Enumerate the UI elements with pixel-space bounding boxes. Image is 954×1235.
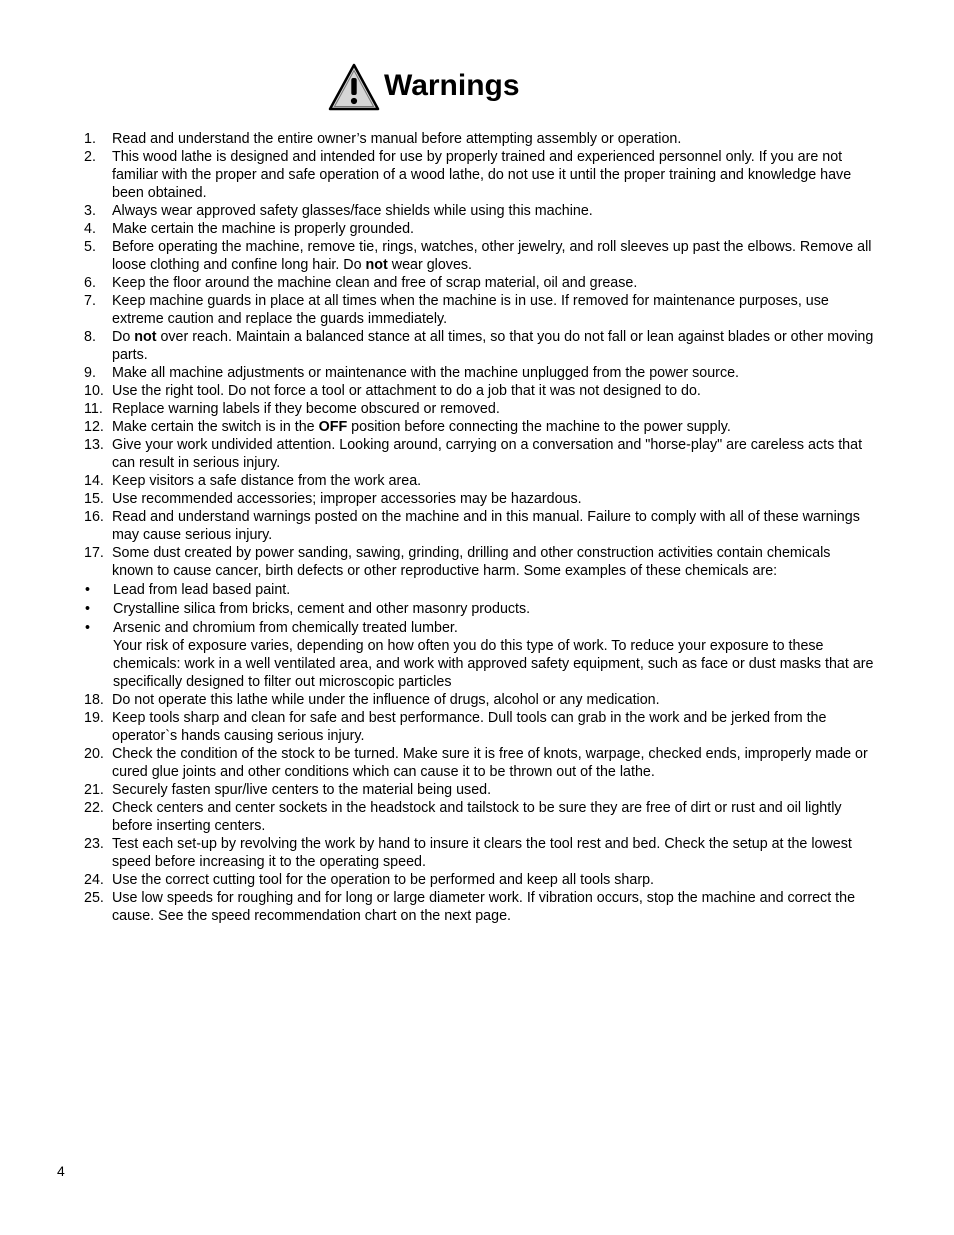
- list-item-text: Make certain the machine is properly grounded.: [112, 221, 414, 237]
- list-item-text-start: Before operating the machine, remove tie, rings, watches, other jewelry, and roll sleeves up past the elbows. Remove all loose clothing and confine long hair. Do: [112, 239, 872, 273]
- list-item: [84, 472, 874, 490]
- list-item: [84, 544, 874, 580]
- bullet-icon: •: [85, 582, 91, 598]
- list-item: [84, 781, 874, 799]
- bullet-item: [84, 619, 874, 691]
- list-item-text: Check centers and center sockets in the headstock and tailstock to be sure they are free of dirt or rust and oil lightly before inserting centers.: [112, 800, 842, 834]
- numbered-list-part-2: [84, 691, 874, 925]
- list-item-text: Keep visitors a safe distance from the work area.: [112, 473, 422, 489]
- bullet-icon: •: [85, 601, 91, 617]
- list-item: [84, 799, 874, 835]
- list-item-text: Always wear approved safety glasses/face shields while using this machine.: [112, 203, 593, 219]
- list-item-text-start: Do: [112, 329, 135, 345]
- list-item: [84, 418, 874, 436]
- list-item: [84, 328, 874, 364]
- list-item-number: 19.: [84, 710, 104, 726]
- list-item-text: This wood lathe is designed and intended for use by properly trained and experienced personnel only. If you are not familiar with the proper and safe operation of a wood lathe, do not use it until the proper training and knowledge have been obtained.: [112, 149, 852, 201]
- list-item-text: Test each set-up by revolving the work by hand to insure it clears the tool rest and bed. Check the setup at the lowest speed before increasing it to the operating speed.: [112, 836, 852, 870]
- list-item-number: 22.: [84, 800, 104, 816]
- bullet-item: [84, 600, 874, 618]
- list-item: [84, 745, 874, 781]
- list-item-number: 15.: [84, 491, 104, 507]
- list-item-text: Check the condition of the stock to be turned. Make sure it is free of knots, warpage, checked ends, improperly made or cured glue joints and other conditions which can cause it to be thrown out of the lathe.: [112, 746, 868, 780]
- list-item-number: 9.: [84, 365, 96, 381]
- list-item-number: 7.: [84, 293, 96, 309]
- list-item-number: 23.: [84, 836, 104, 852]
- list-item: [84, 202, 874, 220]
- page-title: Warnings: [384, 69, 520, 102]
- list-item-text: Use low speeds for roughing and for long or large diameter work. If vibration occurs, stop the machine and correct the cause. See the speed recommendation chart on the next page.: [112, 890, 856, 924]
- list-item: [84, 889, 874, 925]
- list-item: [84, 508, 874, 544]
- numbered-list-part-1: [84, 130, 874, 580]
- list-item: [84, 400, 874, 418]
- list-item-number: 5.: [84, 239, 96, 255]
- list-item-text: [112, 418, 874, 436]
- list-item-number: 3.: [84, 203, 96, 219]
- list-item: [84, 292, 874, 328]
- list-item-number: 6.: [84, 275, 96, 291]
- list-item-text: Read and understand warnings posted on the machine and in this manual. Failure to comply with all of these warnings may cause serious injury.: [112, 509, 860, 543]
- list-item-text-end: over reach. Maintain a balanced stance at all times, so that you do not fall or lean against blades or other moving parts.: [112, 329, 874, 363]
- emphasis-word: OFF: [318, 419, 348, 435]
- list-item-text: Make all machine adjustments or maintenance with the machine unplugged from the power source.: [112, 365, 740, 381]
- list-item-number: 14.: [84, 473, 104, 489]
- list-item-number: 16.: [84, 509, 104, 525]
- list-item-text: [112, 328, 874, 364]
- bullet-item-label: Arsenic and chromium from chemically treated lumber.: [113, 620, 458, 636]
- list-item-number: 1.: [84, 131, 96, 147]
- bullet-item-text: [113, 581, 874, 599]
- exposure-note: Your risk of exposure varies, depending on how often you do this type of work. To reduce your exposure to these chemicals: work in a well ventilated area, and work with approved safety equipment, such as face or dust masks that are specifically designed to filter out microscopic particles: [113, 638, 874, 690]
- list-item: [84, 382, 874, 400]
- warnings-list: [84, 130, 874, 925]
- list-item-number: 12.: [84, 419, 104, 435]
- list-item-text: Use the correct cutting tool for the operation to be performed and keep all tools sharp.: [112, 872, 655, 888]
- bullet-item-text: [113, 619, 874, 691]
- list-item: [84, 238, 874, 274]
- emphasis-word: not: [134, 329, 157, 345]
- bullet-item: [84, 581, 874, 599]
- bullet-icon: •: [85, 620, 91, 636]
- list-item-number: 25.: [84, 890, 104, 906]
- list-item-number: 8.: [84, 329, 96, 345]
- list-item-text: Replace warning labels if they become obscured or removed.: [112, 401, 500, 417]
- list-item-text: Some dust created by power sanding, sawing, grinding, drilling and other construction activities contain chemicals known to cause cancer, birth defects or other reproductive harm. Some examples of these chemicals are:: [112, 545, 831, 579]
- bullet-item-label: Crystalline silica from bricks, cement and other masonry products.: [113, 601, 531, 617]
- list-item: [84, 220, 874, 238]
- list-item-text: Use recommended accessories; improper accessories may be hazardous.: [112, 491, 582, 507]
- list-item-text: Securely fasten spur/live centers to the material being used.: [112, 782, 492, 798]
- list-item-number: 2.: [84, 149, 96, 165]
- emphasis-word: not: [365, 257, 388, 273]
- list-item-text: Do not operate this lathe while under the influence of drugs, alcohol or any medication.: [112, 692, 660, 708]
- list-item-text: Use the right tool. Do not force a tool or attachment to do a job that it was not designed to do.: [112, 383, 701, 399]
- list-item-text-end: wear gloves.: [387, 257, 473, 273]
- list-item-number: 11.: [84, 401, 103, 417]
- list-item-number: 13.: [84, 437, 104, 453]
- list-item-text-end: position before connecting the machine to the power supply.: [347, 419, 731, 435]
- list-item-text: Give your work undivided attention. Looking around, carrying on a conversation and "horse-play" are careless acts that can result in serious injury.: [112, 437, 863, 471]
- list-item: [84, 691, 874, 709]
- list-item-number: 17.: [84, 545, 104, 561]
- list-item-text: [112, 238, 874, 274]
- list-item-text: Keep the floor around the machine clean and free of scrap material, oil and grease.: [112, 275, 638, 291]
- warning-triangle-icon: [328, 63, 380, 111]
- list-item-number: 10.: [84, 383, 104, 399]
- list-item: [84, 436, 874, 472]
- page-number: 4: [57, 1163, 65, 1179]
- list-item: [84, 490, 874, 508]
- list-item-number: 24.: [84, 872, 104, 888]
- list-item-number: 4.: [84, 221, 96, 237]
- list-item: [84, 130, 874, 148]
- list-item-number: 20.: [84, 746, 104, 762]
- warnings-header: [328, 62, 520, 112]
- list-item-number: 21.: [84, 782, 104, 798]
- list-item: [84, 709, 874, 745]
- bullet-item-label: Lead from lead based paint.: [113, 582, 291, 598]
- list-item: [84, 274, 874, 292]
- bullet-list: [84, 581, 874, 691]
- list-item: [84, 871, 874, 889]
- bullet-item-text: [113, 600, 874, 618]
- list-item-text: Read and understand the entire owner’s manual before attempting assembly or operation.: [112, 131, 682, 147]
- list-item-text: Keep machine guards in place at all times when the machine is in use. If removed for maintenance purposes, use extreme caution and replace the guards immediately.: [112, 293, 829, 327]
- list-item: [84, 835, 874, 871]
- list-item: [84, 364, 874, 382]
- list-item-number: 18.: [84, 692, 104, 708]
- list-item-text-start: Make certain the switch is in the: [112, 419, 319, 435]
- list-item: [84, 148, 874, 202]
- list-item-text: Keep tools sharp and clean for safe and best performance. Dull tools can grab in the work and be jerked from the operator`s hands causing serious injury.: [112, 710, 827, 744]
